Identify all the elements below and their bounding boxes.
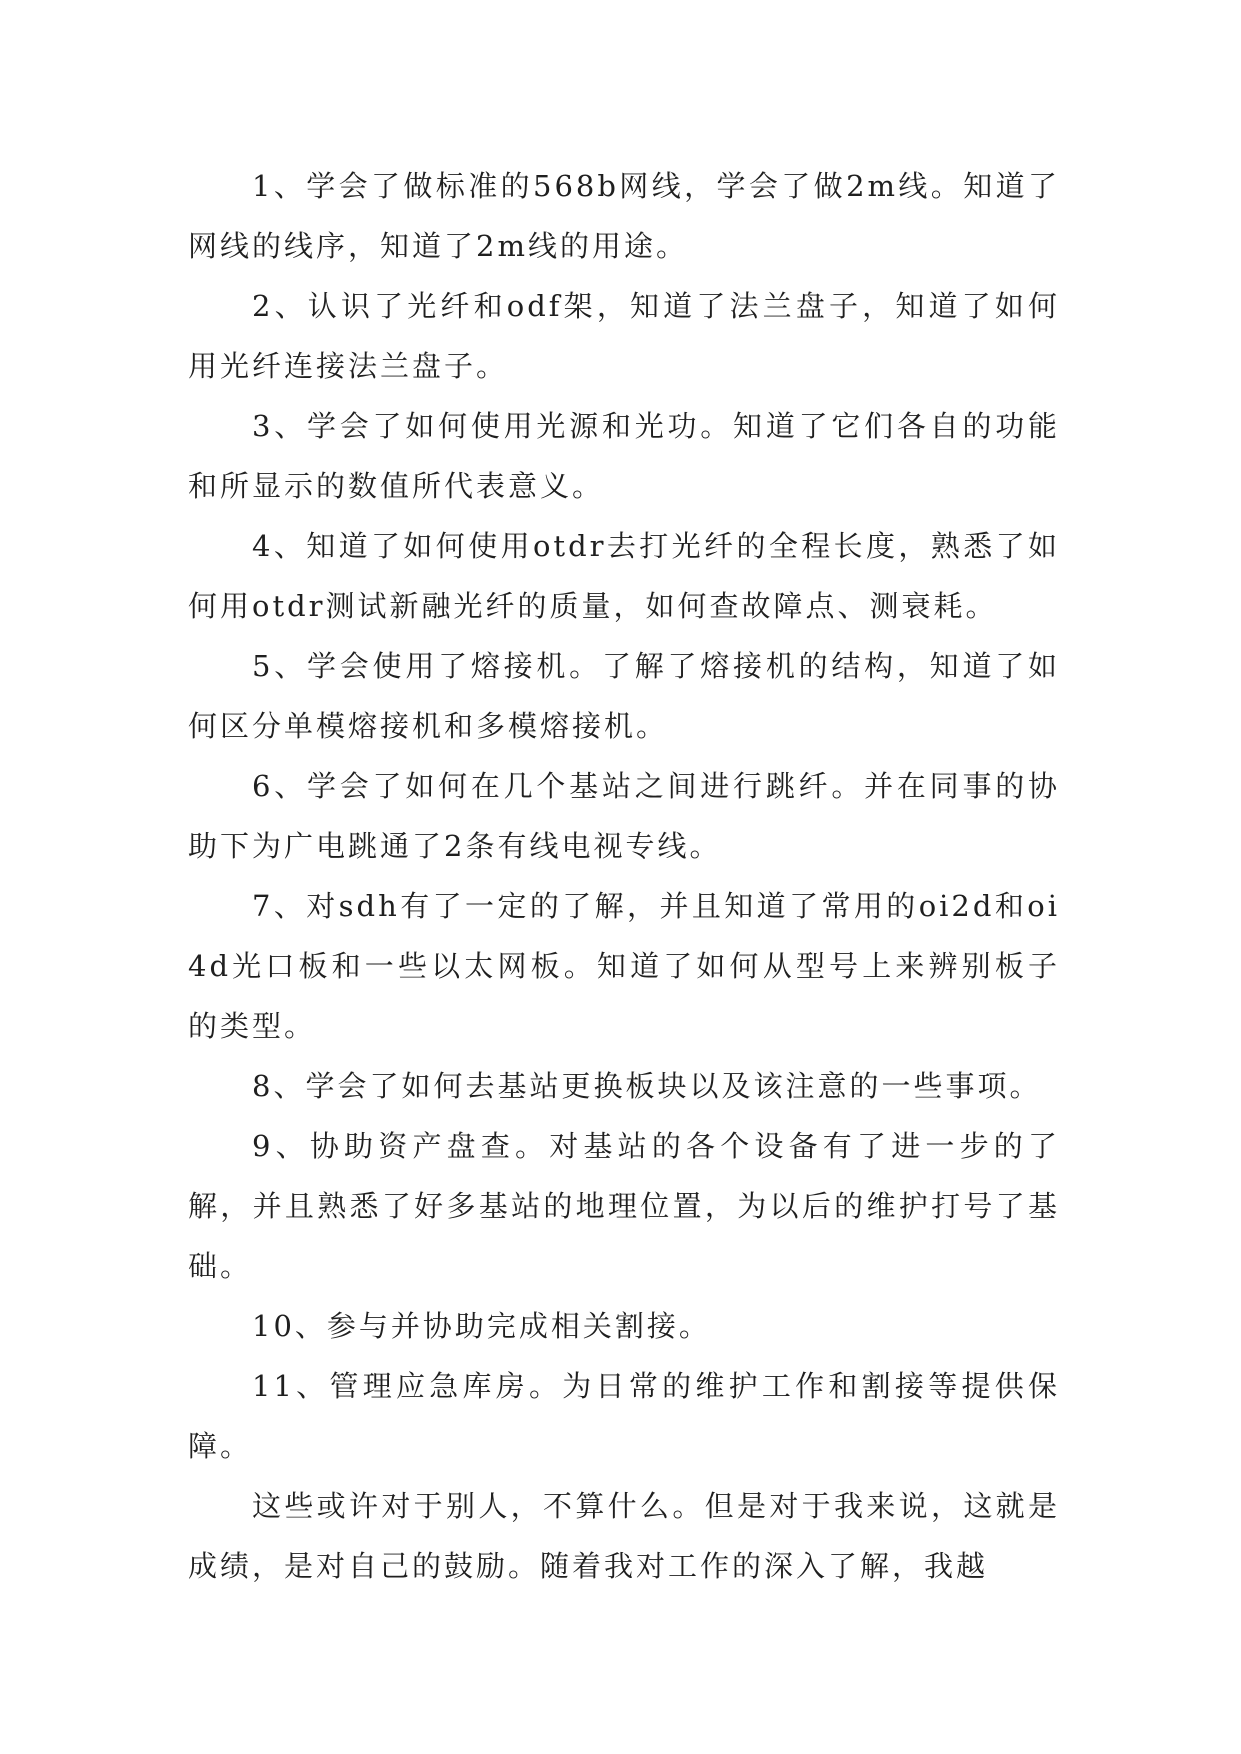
paragraph-3: 3、学会了如何使用光源和光功。知道了它们各自的功能和所显示的数值所代表意义。 <box>188 409 1060 503</box>
paragraph-9: 9、协助资产盘查。对基站的各个设备有了进一步的了解，并且熟悉了好多基站的地理位置，为以后的维护打号了基础。 <box>188 1129 1060 1283</box>
paragraph-6: 6、学会了如何在几个基站之间进行跳纤。并在同事的协助下为广电跳通了2条有线电视专线。 <box>188 769 1060 863</box>
paragraph-8: 8、学会了如何去基站更换板块以及该注意的一些事项。 <box>252 1069 1042 1103</box>
paragraph-2: 2、认识了光纤和odf架，知道了法兰盘子，知道了如何用光纤连接法兰盘子。 <box>188 289 1060 383</box>
paragraph-5: 5、学会使用了熔接机。了解了熔接机的结构，知道了如何区分单模熔接机和多模熔接机。 <box>188 649 1060 743</box>
paragraph-4: 4、知道了如何使用otdr去打光纤的全程长度，熟悉了如何用otdr测试新融光纤的质量，如何查故障点、测衰耗。 <box>188 529 1060 623</box>
paragraph-10: 10、参与并协助完成相关割接。 <box>252 1309 711 1343</box>
document-body <box>188 156 1060 1596</box>
paragraph-7: 7、对sdh有了一定的了解，并且知道了常用的oi2d和oi4d光口板和一些以太网板。知道了如何从型号上来辨别板子的类型。 <box>188 889 1060 1043</box>
paragraph-1: 1、学会了做标准的568b网线，学会了做2m线。知道了网线的线序，知道了2m线的用途。 <box>188 169 1060 263</box>
paragraph-11: 11、管理应急库房。为日常的维护工作和割接等提供保障。 <box>188 1369 1060 1463</box>
paragraph-closing: 这些或许对于别人，不算什么。但是对于我来说，这就是成绩，是对自己的鼓励。随着我对工作的深入了解，我越 <box>188 1489 1060 1583</box>
